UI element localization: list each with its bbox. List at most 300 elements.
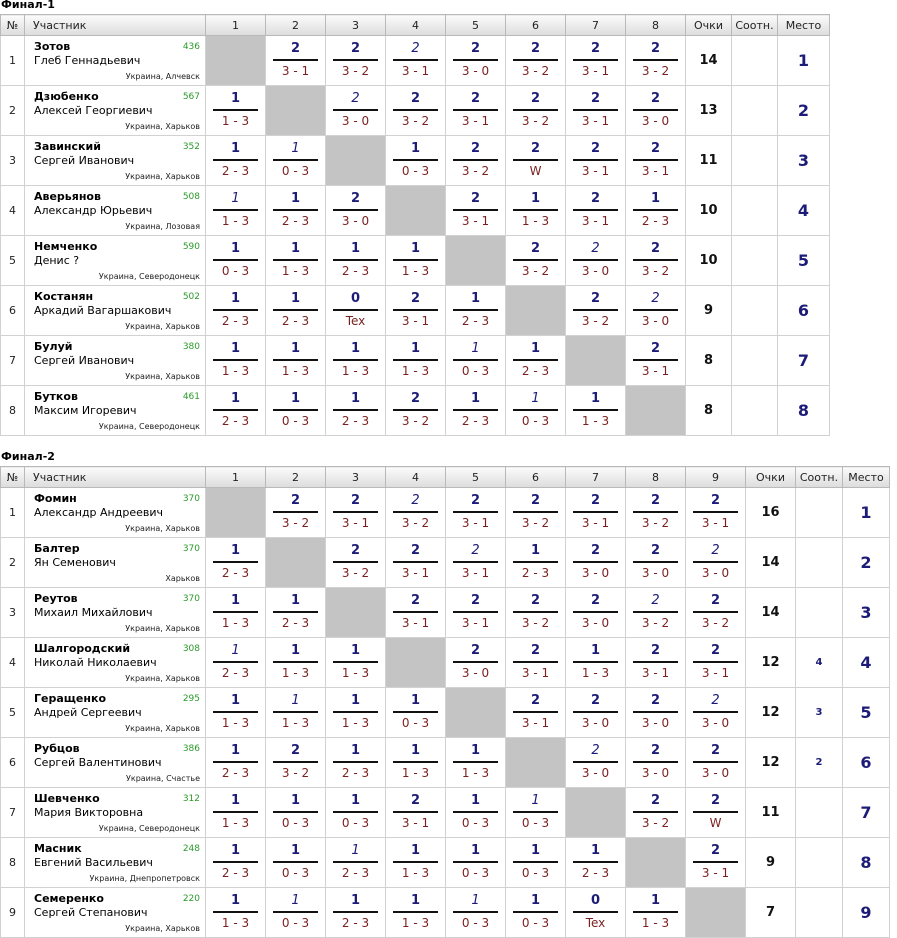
game-divider [393,611,438,613]
game-cell [506,36,566,86]
player-city: Украина, Харьков [125,322,200,331]
game-points: 1 [230,693,241,708]
game-score: 1 - 3 [341,666,370,680]
player-surname[interactable]: Зотов [34,40,71,53]
game-cell [626,788,686,838]
player-surname[interactable]: Масник [34,842,82,855]
game-points: 2 [590,693,601,708]
game-score: 3 - 2 [581,314,610,328]
diagonal-cell [386,186,446,236]
game-divider [633,611,678,613]
place-value: 3 [843,588,890,638]
game-result [626,488,685,537]
game-points: 2 [650,241,661,256]
game-divider [213,861,258,863]
game-result [266,688,325,737]
player-name: Сергей Валентинович [34,756,162,769]
game-cell [626,588,686,638]
game-divider [393,159,438,161]
game-score: 0 - 3 [461,866,490,880]
game-divider [213,711,258,713]
game-points: 2 [710,493,721,508]
game-cell [506,336,566,386]
game-score: 3 - 2 [641,816,670,830]
player-cell [25,488,206,538]
game-cell [566,286,626,336]
game-result [326,86,385,135]
game-score: 3 - 1 [401,616,430,630]
section-title-final-2: Финал-2 [1,450,55,463]
row-number: 1 [1,488,25,538]
game-divider [393,561,438,563]
game-score: 3 - 1 [581,64,610,78]
header-opponent-3[interactable]: 3 [326,15,386,36]
game-divider [513,861,558,863]
place-value: 3 [778,136,830,186]
game-score: 1 - 3 [281,716,310,730]
player-surname[interactable]: Костанян [34,290,94,303]
row-number: 6 [1,286,25,336]
game-result [386,588,445,637]
header-num[interactable]: № [1,467,25,488]
row-number: 3 [1,588,25,638]
game-points: 1 [351,843,360,858]
game-cell [386,688,446,738]
game-score: 2 - 3 [341,414,370,428]
game-divider [273,611,318,613]
game-result [686,838,745,887]
game-points: 1 [230,391,241,406]
place-value: 2 [843,538,890,588]
header-points[interactable]: Очки [746,467,796,488]
game-divider [213,209,258,211]
game-result [446,36,505,85]
game-cell [506,638,566,688]
game-divider [693,761,738,763]
game-result [206,386,265,435]
game-points: 1 [290,643,301,658]
game-points: 1 [530,543,541,558]
game-score: 0 - 3 [281,866,310,880]
ratio-value: 4 [796,638,843,688]
game-score: 3 - 1 [461,566,490,580]
game-divider [633,811,678,813]
game-result [626,186,685,235]
player-surname[interactable]: Фомин [34,492,77,505]
game-score: 3 - 0 [581,264,610,278]
game-cell [386,36,446,86]
player-surname[interactable]: Шевченко [34,792,100,805]
game-points: 2 [710,743,721,758]
game-cell [386,336,446,386]
game-score: 3 - 1 [341,516,370,530]
game-cell [266,738,326,788]
header-opponent-9[interactable]: 9 [686,467,746,488]
game-result [626,788,685,837]
header-opponent-1[interactable]: 1 [206,15,266,36]
game-cell [446,336,506,386]
game-cell [506,86,566,136]
player-surname[interactable]: Шалгородский [34,642,131,655]
game-score: 1 - 3 [221,364,250,378]
game-divider [693,561,738,563]
game-points: 1 [290,391,301,406]
game-cell [386,888,446,938]
table-header-row [1,15,830,36]
header-opponent-4[interactable]: 4 [386,15,446,36]
game-points: 2 [411,493,420,508]
game-result [386,136,445,185]
game-result [506,336,565,385]
game-divider [333,861,378,863]
game-score: 2 - 3 [221,766,250,780]
game-points: 2 [590,91,601,106]
game-points: 1 [350,341,361,356]
game-result [686,488,745,537]
game-points: 1 [410,843,421,858]
game-result [566,36,625,85]
game-cell [566,488,626,538]
header-ratio[interactable]: Соотн. [732,15,778,36]
header-opponent-8[interactable]: 8 [626,467,686,488]
game-divider [273,209,318,211]
game-cell [686,738,746,788]
game-result [506,888,565,937]
place-value: 8 [843,838,890,888]
game-points: 2 [651,593,660,608]
game-result [326,788,385,837]
game-cell [266,838,326,888]
game-points: 1 [650,191,661,206]
game-cell [506,838,566,888]
player-name: Мария Викторовна [34,806,144,819]
player-city: Украина, Харьков [125,524,200,533]
player-cell [25,36,206,86]
player-surname[interactable]: Семеренко [34,892,104,905]
header-opponent-7[interactable]: 7 [566,15,626,36]
player-city: Украина, Харьков [125,674,200,683]
diagonal-cell [566,788,626,838]
game-cell [506,386,566,436]
game-score: 0 - 3 [521,916,550,930]
game-score: 3 - 1 [461,516,490,530]
game-points: 1 [410,693,421,708]
game-divider [513,259,558,261]
header-opponent-2[interactable]: 2 [266,15,326,36]
game-result [686,588,745,637]
game-result [566,488,625,537]
game-points: 1 [350,391,361,406]
game-result [686,638,745,687]
row-number: 8 [1,386,25,436]
game-points: 2 [350,543,361,558]
game-cell [626,488,686,538]
game-score: 3 - 2 [461,164,490,178]
game-result [206,688,265,737]
player-surname[interactable]: Аверьянов [34,190,101,203]
ratio-value [796,888,843,938]
header-points[interactable]: Очки [686,15,732,36]
game-score: 3 - 1 [401,566,430,580]
game-score: 3 - 2 [521,114,550,128]
game-divider [213,359,258,361]
game-score: 2 - 3 [461,314,490,328]
game-result [626,336,685,385]
player-name: Аркадий Вагаршакович [34,304,172,317]
player-name: Николай Николаевич [34,656,157,669]
header-opponent-5[interactable]: 5 [446,15,506,36]
game-score: 3 - 2 [521,64,550,78]
ratio-value [732,136,778,186]
player-cell [25,838,206,888]
game-score: 3 - 1 [701,666,730,680]
ratio-value [796,538,843,588]
player-surname[interactable]: Бутков [34,390,78,403]
ratio-value [732,86,778,136]
header-ratio[interactable]: Соотн. [796,467,843,488]
game-cell [446,838,506,888]
game-result [446,888,505,937]
game-score: 3 - 1 [281,64,310,78]
game-score: 0 - 3 [281,916,310,930]
game-result [266,488,325,537]
points-total: 13 [686,86,732,136]
game-divider [393,861,438,863]
game-result [446,488,505,537]
header-num[interactable]: № [1,15,25,36]
game-score: 0 - 3 [521,816,550,830]
game-points: 1 [350,743,361,758]
game-result [386,86,445,135]
game-result [626,588,685,637]
game-result [446,638,505,687]
game-points: 1 [470,291,481,306]
game-divider [453,561,498,563]
game-score: 3 - 1 [581,516,610,530]
game-cell [266,236,326,286]
game-score: 1 - 3 [281,264,310,278]
game-score: 2 - 3 [341,916,370,930]
game-result [266,838,325,887]
game-score: 3 - 1 [581,164,610,178]
game-result [506,86,565,135]
game-score: 3 - 2 [401,516,430,530]
game-points: 2 [350,493,361,508]
game-result [446,538,505,587]
results-table-final-1 [0,14,830,436]
game-divider [273,259,318,261]
game-cell [506,488,566,538]
game-result [266,788,325,837]
game-points: 2 [530,693,541,708]
game-divider [633,561,678,563]
game-points: 1 [410,241,421,256]
header-place[interactable]: Место [778,15,830,36]
header-opponent-8[interactable]: 8 [626,15,686,36]
diagonal-cell [206,488,266,538]
game-score: 0 - 3 [221,264,250,278]
game-result [446,136,505,185]
header-opponent-5[interactable]: 5 [446,467,506,488]
game-result [506,186,565,235]
game-points: 1 [230,341,241,356]
player-surname[interactable]: Немченко [34,240,98,253]
game-points: 1 [350,693,361,708]
player-surname[interactable]: Дзюбенко [34,90,99,103]
points-total: 9 [686,286,732,336]
game-result [446,838,505,887]
game-score: 1 - 3 [401,766,430,780]
player-surname[interactable]: Геращенко [34,692,107,705]
player-name: Сергей Иванович [34,154,135,167]
game-score: Tex [585,916,606,930]
game-score: 3 - 2 [521,264,550,278]
game-points: 2 [470,41,481,56]
game-score: 3 - 1 [701,516,730,530]
game-divider [393,911,438,913]
game-cell [626,888,686,938]
game-score: 2 - 3 [221,314,250,328]
header-opponent-1[interactable]: 1 [206,467,266,488]
game-score: 1 - 3 [221,114,250,128]
header-opponent-2[interactable]: 2 [266,467,326,488]
table-row [1,688,890,738]
diagonal-cell [326,588,386,638]
game-points: 1 [410,141,421,156]
game-divider [273,159,318,161]
game-divider [333,911,378,913]
header-opponent-3[interactable]: 3 [326,467,386,488]
game-result [266,888,325,937]
game-cell [626,738,686,788]
player-cell [25,538,206,588]
game-cell [566,386,626,436]
game-points: 1 [231,643,240,658]
game-result [326,488,385,537]
game-divider [213,409,258,411]
game-cell [506,788,566,838]
game-cell [206,236,266,286]
header-opponent-6[interactable]: 6 [506,15,566,36]
game-result [506,488,565,537]
game-score: 3 - 2 [641,516,670,530]
game-cell [566,838,626,888]
header-player[interactable]: Участник [25,15,206,36]
game-score: 2 - 3 [281,616,310,630]
game-points: 2 [590,141,601,156]
game-divider [693,511,738,513]
game-points: 1 [350,241,361,256]
game-cell [626,688,686,738]
game-divider [573,511,618,513]
game-divider [513,159,558,161]
game-divider [633,359,678,361]
game-cell [266,286,326,336]
header-opponent-7[interactable]: 7 [566,467,626,488]
player-cell [25,286,206,336]
player-cell [25,86,206,136]
game-cell [206,888,266,938]
game-points: 1 [470,743,481,758]
table-header-row [1,467,890,488]
points-total: 12 [746,638,796,688]
game-cell [566,888,626,938]
game-divider [213,661,258,663]
game-score: W [709,816,722,830]
game-points: 1 [230,241,241,256]
ratio-value: 3 [796,688,843,738]
game-result [626,286,685,335]
game-score: 3 - 2 [281,516,310,530]
section-title-final-1: Финал-1 [1,0,55,11]
game-divider [573,711,618,713]
game-cell [446,588,506,638]
game-result [506,386,565,435]
game-divider [333,409,378,411]
game-points: 1 [230,893,241,908]
player-rating: 370 [182,494,200,504]
game-points: 2 [411,41,420,56]
game-cell [266,788,326,838]
player-name: Александр Юрьевич [34,204,153,217]
game-cell [386,386,446,436]
game-points: 2 [650,693,661,708]
game-cell [206,688,266,738]
game-score: 0 - 3 [461,916,490,930]
game-result [506,688,565,737]
player-surname[interactable]: Булуй [34,340,73,353]
game-points: 2 [650,41,661,56]
game-result [566,688,625,737]
player-surname[interactable]: Завинский [34,140,101,153]
ratio-value [732,36,778,86]
game-result [266,588,325,637]
player-surname[interactable]: Реутов [34,592,78,605]
game-cell [206,538,266,588]
game-cell [446,488,506,538]
game-points: 1 [650,893,661,908]
game-points: 1 [470,843,481,858]
game-divider [273,59,318,61]
player-surname[interactable]: Рубцов [34,742,80,755]
game-points: 1 [590,843,601,858]
game-divider [513,811,558,813]
game-divider [333,359,378,361]
game-score: 2 - 3 [461,414,490,428]
game-score: 3 - 1 [641,364,670,378]
game-divider [513,661,558,663]
game-points: 2 [650,141,661,156]
player-surname[interactable]: Балтер [34,542,80,555]
game-cell [386,788,446,838]
game-divider [573,159,618,161]
game-result [206,588,265,637]
game-cell [626,236,686,286]
header-player[interactable]: Участник [25,467,206,488]
game-cell [266,638,326,688]
game-result [326,336,385,385]
game-score: 2 - 3 [521,364,550,378]
game-divider [333,259,378,261]
game-result [446,336,505,385]
game-score: 1 - 3 [521,214,550,228]
header-opponent-6[interactable]: 6 [506,467,566,488]
game-score: 3 - 2 [701,616,730,630]
player-rating: 248 [182,844,200,854]
game-cell [206,588,266,638]
header-place[interactable]: Место [843,467,890,488]
header-opponent-4[interactable]: 4 [386,467,446,488]
